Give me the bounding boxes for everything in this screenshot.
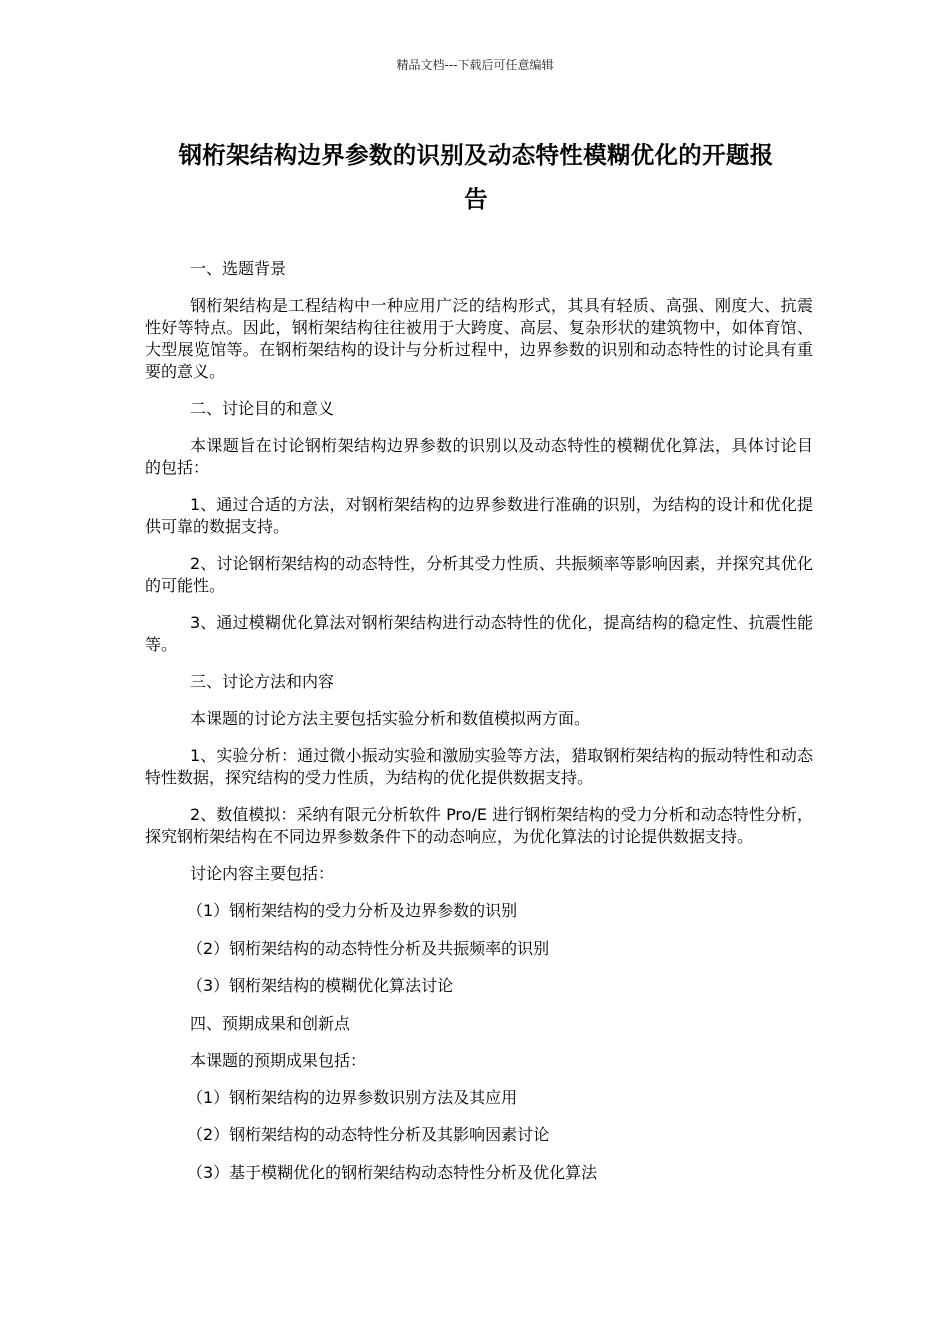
- document-title: [145, 133, 807, 221]
- title-line-2: 告: [464, 185, 488, 213]
- section-3-heading: 三、讨论方法和内容: [190, 672, 335, 691]
- section-4-list-item-2: （2）钢桁架结构的动态特性分析及其影响因素讨论: [187, 1125, 550, 1144]
- page-header: 精品文档---下载后可任意编辑: [396, 58, 554, 72]
- section-3-list-item-2: （2）钢桁架结构的动态特性分析及共振频率的识别: [187, 938, 550, 958]
- section-3-list-item-3: （3）钢桁架结构的模糊优化算法讨论: [187, 976, 454, 995]
- document-body: [145, 258, 813, 1199]
- section-1-paragraph: 钢桁架结构是工程结构中一种应用广泛的结构形式，其具有轻质、高强、刚度大、抗震性好等特点。因此，钢桁架结构往往被用于大跨度、高层、复杂形状的建筑物中，如体育馆、大型展览馆等。在钢桁架结构的设计与分析过程中，边界参数的识别和动态特性的讨论具有重要的意义。: [145, 296, 813, 381]
- section-1-heading: 一、选题背景: [190, 259, 287, 278]
- section-2-item-2: 2、讨论钢桁架结构的动态特性，分析其受力性质、共振频率等影响因素，并探究其优化的可能性。: [145, 554, 813, 595]
- section-3-item-1: 1、实验分析：通过微小振动实验和激励实验等方法，猎取钢桁架结构的振动特性和动态特性数据，探究结构的受力性质，为结构的优化提供数据支持。: [145, 746, 813, 787]
- section-3-item-2: 2、数值模拟：采纳有限元分析软件 Pro/E 进行钢桁架结构的受力分析和动态特性分析，探究钢桁架结构在不同边界参数条件下的动态响应，为优化算法的讨论提供数据支持。: [145, 805, 813, 846]
- section-2-item-3: 3、通过模糊优化算法对钢桁架结构进行动态特性的优化，提高结构的稳定性、抗震性能等。: [145, 613, 813, 654]
- section-4-heading: 四、预期成果和创新点: [190, 1013, 351, 1033]
- section-4-list-item-3: （3）基于模糊优化的钢桁架结构动态特性分析及优化算法: [187, 1162, 598, 1182]
- section-4-intro: 本课题的预期成果包括：: [190, 1050, 367, 1070]
- section-3-content-intro: 讨论内容主要包括：: [190, 864, 335, 883]
- section-3-intro: 本课题的讨论方法主要包括实验分析和数值模拟两方面。: [190, 709, 591, 728]
- title-line-1: 钢桁架结构边界参数的识别及动态特性模糊优化的开题报: [178, 141, 774, 169]
- section-2-intro: 本课题旨在讨论钢桁架结构边界参数的识别以及动态特性的模糊优化算法，具体讨论目的包括：: [145, 436, 813, 477]
- section-2-heading: 二、讨论目的和意义: [190, 399, 335, 418]
- section-3-list-item-1: （1）钢桁架结构的受力分析及边界参数的识别: [187, 901, 518, 920]
- section-2-item-1: 1、通过合适的方法，对钢桁架结构的边界参数进行准确的识别，为结构的设计和优化提供可靠的数据支持。: [145, 495, 813, 536]
- section-4-list-item-1: （1）钢桁架结构的边界参数识别方法及其应用: [187, 1087, 518, 1107]
